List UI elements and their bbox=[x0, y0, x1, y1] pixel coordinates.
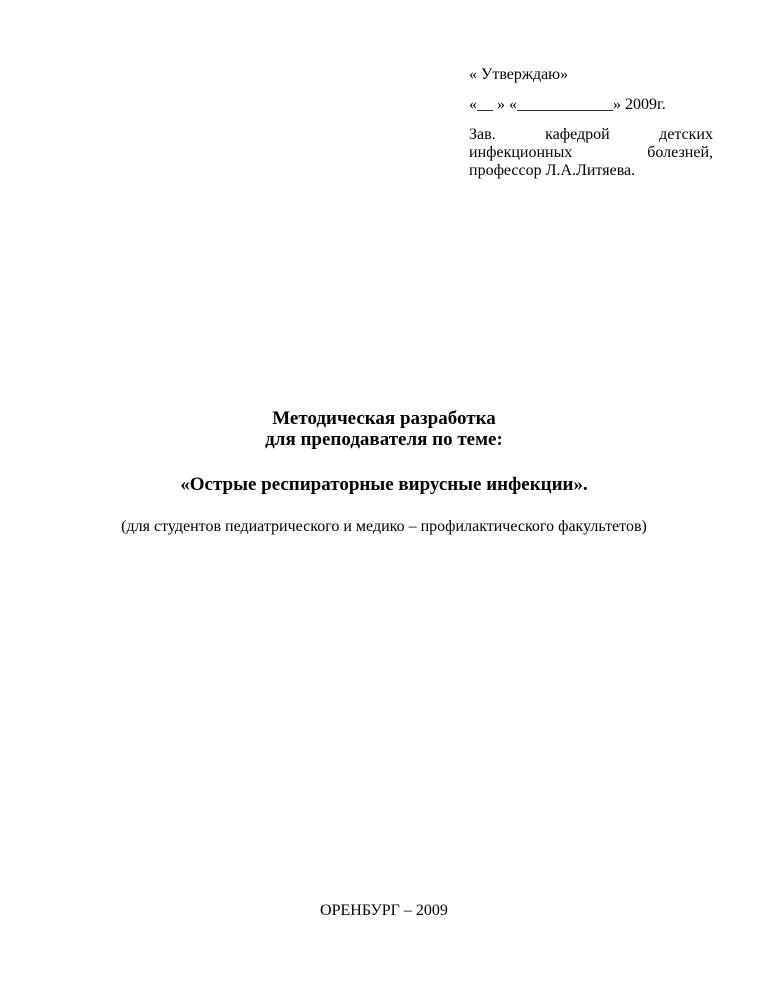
approval-heading: « Утверждаю» bbox=[469, 66, 569, 83]
title-line-2: для преподавателя по теме: bbox=[265, 429, 503, 450]
document-topic: «Острые респираторные вирусные инфекции». bbox=[180, 474, 588, 495]
document-audience: (для студентов педиатрического и медико – профилактического факультетов) bbox=[121, 518, 647, 535]
approval-date-line: «__ » «____________» 2009г. bbox=[469, 96, 666, 113]
city-year-footer: ОРЕНБУРГ – 2009 bbox=[320, 902, 448, 919]
document-title bbox=[0, 408, 768, 450]
title-line-1: Методическая разработка bbox=[272, 408, 496, 429]
approval-block bbox=[469, 66, 713, 180]
approval-position: Зав. кафедрой детских инфекционных болезней, профессор Л.А.Литяева. bbox=[469, 126, 713, 179]
